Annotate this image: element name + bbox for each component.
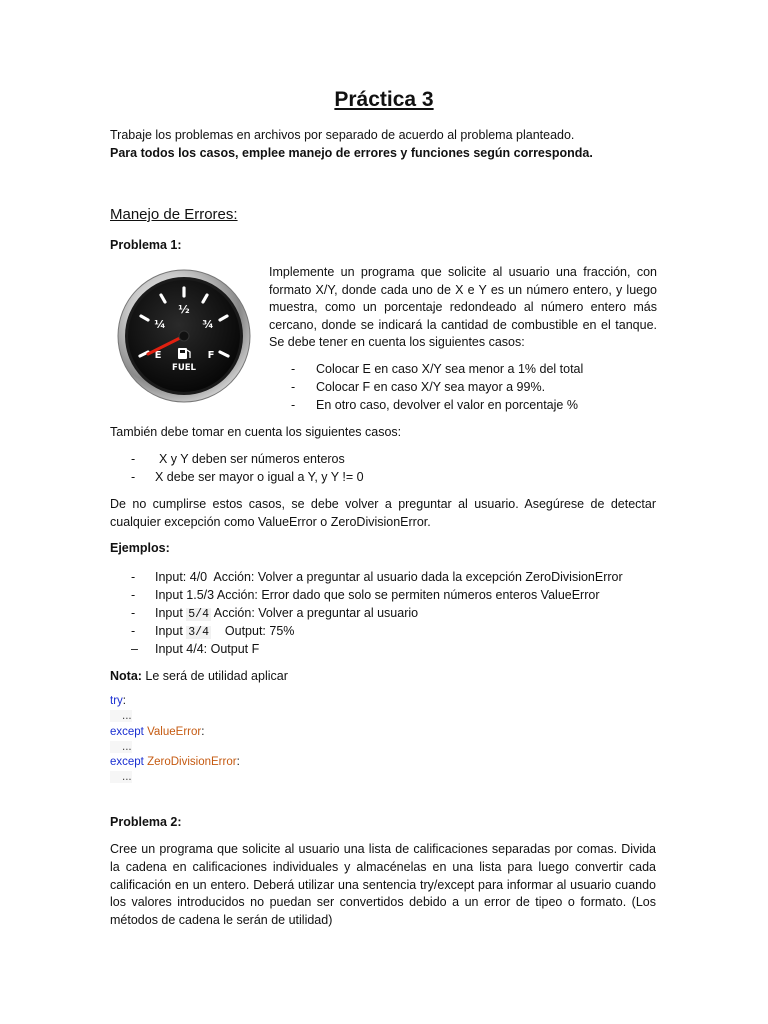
code-line: ... xyxy=(110,709,240,724)
retry-paragraph: De no cumplirse estos casos, se debe volver a preguntar al usuario. Asegúrese de detectar cualquier excepción como ValueError o ZeroDivisionError. xyxy=(110,497,656,529)
list-item: - Input 1.5/3 Acción: Error dado que solo se permiten números enteros ValueError xyxy=(131,587,600,602)
list-item: - Input: 4/0 Acción: Volver a preguntar al usuario dada la excepción ZeroDivisionError xyxy=(131,570,623,584)
examples-list xyxy=(131,569,661,658)
list-item: - Input 3/4 Output: 75% xyxy=(131,623,295,639)
intro-paragraph xyxy=(110,127,656,162)
code-snippet xyxy=(110,694,240,786)
list-item: - Input 5/4 Acción: Volver a preguntar al usuario xyxy=(131,605,419,621)
gauge-fuel-label: FUEL xyxy=(172,363,196,373)
intro-line-1: Trabaje los problemas en archivos por separado de acuerdo al problema planteado. xyxy=(110,128,575,142)
fuel-gauge-image xyxy=(110,268,258,404)
problem-1-label: Problema 1: xyxy=(110,238,182,252)
code-line: except ZeroDivisionError: xyxy=(110,756,240,769)
note-line: Nota: Le será de utilidad aplicar xyxy=(110,669,288,683)
list-item: – Input 4/4: Output F xyxy=(131,641,260,656)
problem-1-description: Implemente un programa que solicite al usuario una fracción, con formato X/Y, donde cada uno de X e Y es un número entero, y luego muestra, como un porcentaje redondeado al número entero más cercano, donde se indicará la cantidad de combustible en el tanque. Se debe tener en cuenta los siguientes casos: xyxy=(269,265,657,349)
code-line: ... xyxy=(110,740,240,755)
gauge-quarter-label: ¼ xyxy=(154,318,166,331)
code-line: try: xyxy=(110,695,126,707)
cases-list xyxy=(291,361,661,415)
page-title: Práctica 3 xyxy=(334,88,434,111)
list-item: - Colocar E en caso X/Y sea menor a 1% del total xyxy=(291,362,584,376)
intro-line-2: Para todos los casos, emplee manejo de errores y funciones según corresponda. xyxy=(110,145,593,160)
also-cases-list xyxy=(131,451,551,487)
gauge-three-quarter-label: ¾ xyxy=(202,318,214,331)
examples-label: Ejemplos: xyxy=(110,541,170,555)
problem-2-label: Problema 2: xyxy=(110,815,182,829)
list-item: - Colocar F en caso X/Y sea mayor a 99%. xyxy=(291,379,546,394)
list-item: - En otro caso, devolver el valor en porcentaje % xyxy=(291,397,578,412)
problem-2-text: Cree un programa que solicite al usuario una lista de calificaciones separadas por comas. Divida la cadena en calificaciones individuales y almacénelas en una lista para luego convertir cada calificación en un entero. Deberá utilizar una sentencia try/except para informar al usuario cuando los valores introducidos no puedan ser convertidos debido a un error de tipeo o formato. (Los métodos de cadena le serán de utilidad) xyxy=(110,842,656,928)
code-line: ... xyxy=(110,770,240,785)
gauge-empty-label: E xyxy=(154,350,162,361)
list-item: - X y Y deben ser números enteros xyxy=(131,452,345,466)
also-label: También debe tomar en cuenta los siguientes casos: xyxy=(110,425,402,439)
list-item: - X debe ser mayor o igual a Y, y Y != 0 xyxy=(131,469,364,484)
code-line: except ValueError: xyxy=(110,725,205,738)
section-heading: Manejo de Errores: xyxy=(110,206,238,223)
gauge-half-label: ½ xyxy=(178,303,190,316)
gauge-full-label: F xyxy=(207,350,215,361)
